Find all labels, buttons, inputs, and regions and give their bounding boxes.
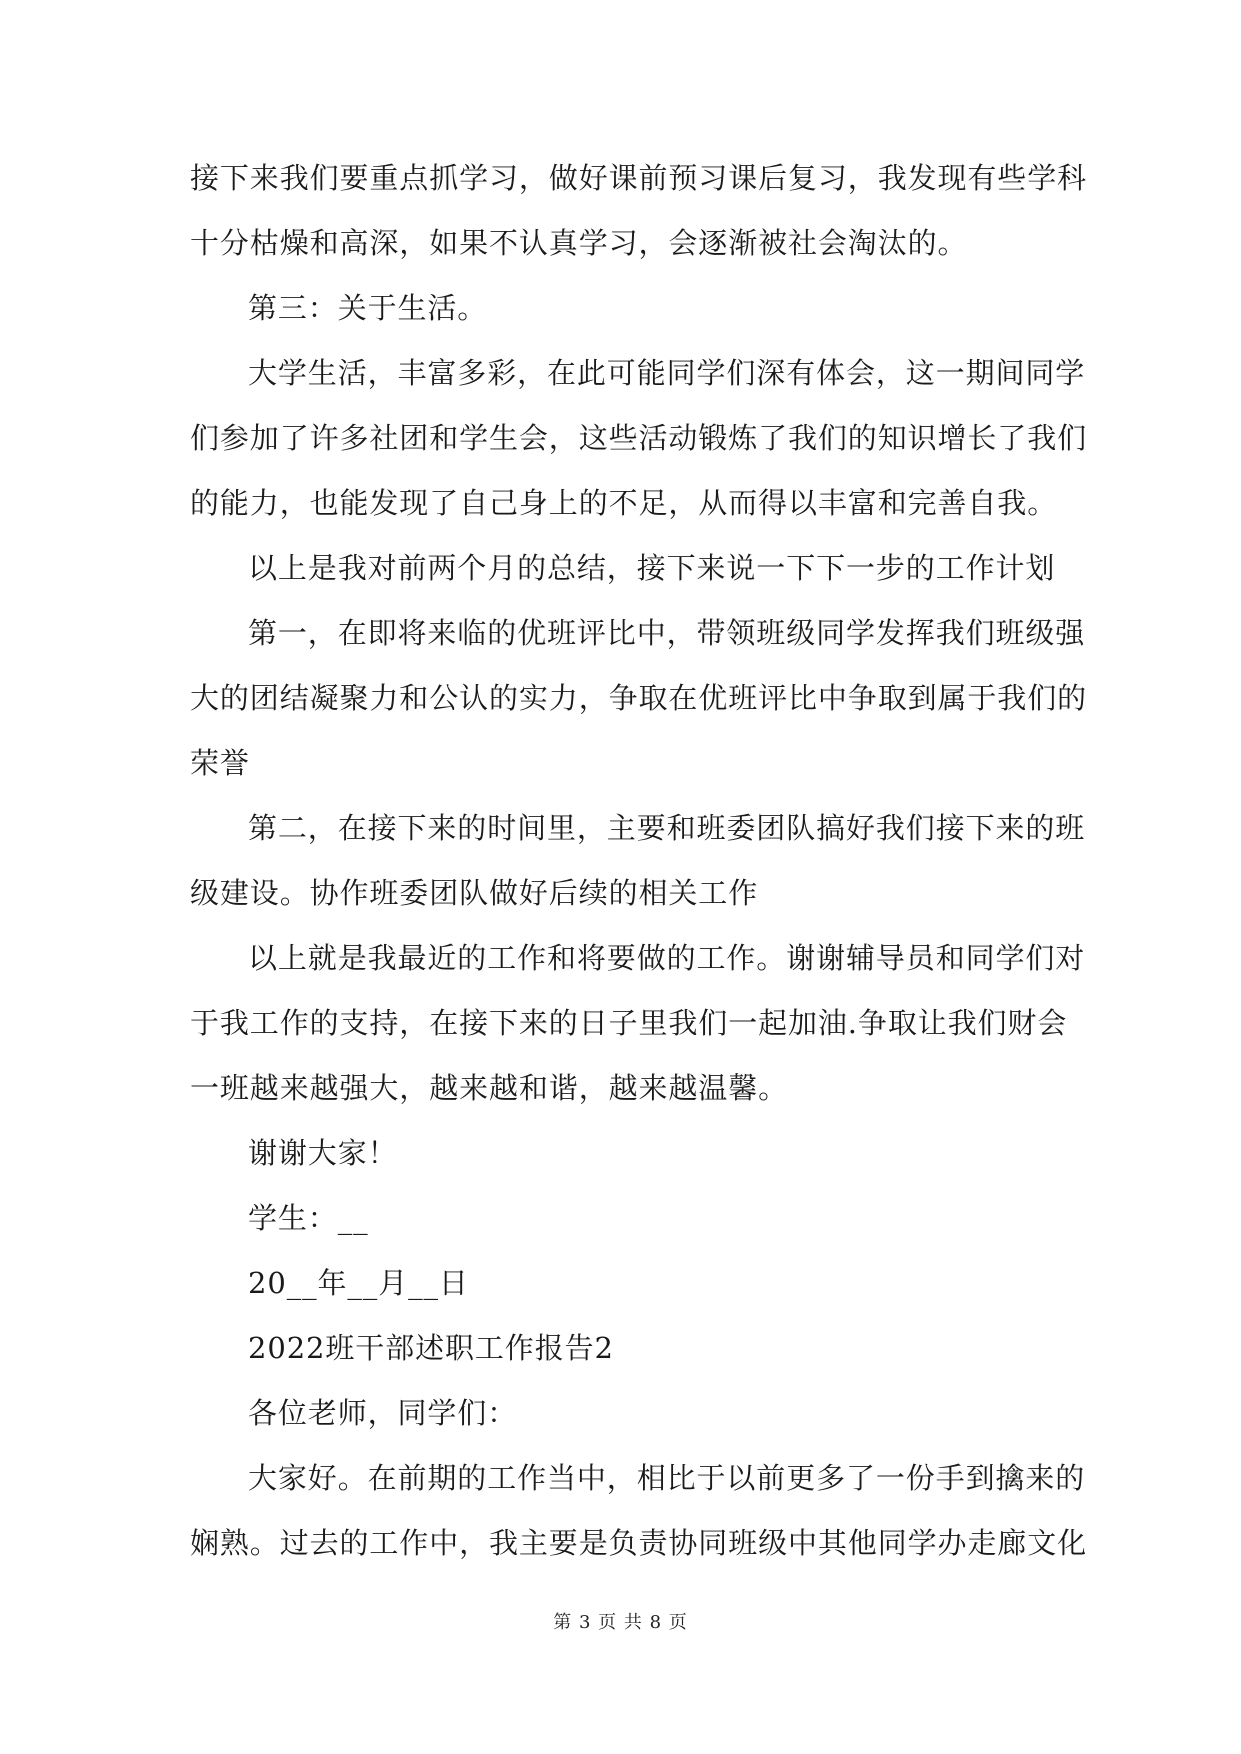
text-line: 以上是我对前两个月的总结，接下来说一下下一步的工作计划	[248, 551, 1056, 585]
text-line: 十分枯燥和高深，如果不认真学习，会逐渐被社会淘汰的。	[190, 226, 968, 260]
text-line: 的能力，也能发现了自己身上的不足，从而得以丰富和完善自我。	[190, 486, 1058, 520]
section-heading: 第三：关于生活。	[248, 291, 488, 325]
text-line: 们参加了许多社团和学生会，这些活动锻炼了我们的知识增长了我们	[190, 421, 1088, 455]
text-line: 第一，在即将来临的优班评比中，带领班级同学发挥我们班级强	[248, 616, 1086, 650]
footer-total-pages: 8	[649, 1612, 663, 1633]
text-line: 于我工作的支持，在接下来的日子里我们一起加油.争取让我们财会	[190, 1006, 1068, 1040]
text-line: 娴熟。过去的工作中，我主要是负责协同班级中其他同学办走廊文化	[190, 1526, 1088, 1560]
document-body	[190, 146, 1088, 1576]
closing-thanks: 谢谢大家！	[248, 1136, 398, 1170]
text-line: 以上就是我最近的工作和将要做的工作。谢谢辅导员和同学们对	[248, 941, 1086, 975]
text-line: 一班越来越强大，越来越和谐，越来越温馨。	[190, 1071, 789, 1105]
footer-page-number: 3	[578, 1612, 592, 1633]
signature-student: 学生：__	[248, 1201, 369, 1235]
footer-middle: 页 共	[598, 1612, 643, 1633]
text-line: 大的团结凝聚力和公认的实力，争取在优班评比中争取到属于我们的	[190, 681, 1088, 715]
text-line: 接下来我们要重点抓学习，做好课前预习课后复习，我发现有些学科	[190, 161, 1088, 195]
text-line: 大学生活，丰富多彩，在此可能同学们深有体会，这一期间同学	[248, 356, 1086, 390]
text-line: 大家好。在前期的工作当中，相比于以前更多了一份手到擒来的	[248, 1461, 1086, 1495]
footer-prefix: 第	[553, 1612, 573, 1633]
text-line: 第二，在接下来的时间里，主要和班委团队搞好我们接下来的班	[248, 811, 1086, 845]
report-title: 2022班干部述职工作报告2	[248, 1331, 614, 1365]
footer-suffix: 页	[668, 1612, 688, 1633]
text-line: 级建设。协作班委团队做好后续的相关工作	[190, 876, 759, 910]
page-footer	[0, 1608, 1241, 1634]
signature-date: 20__年__月__日	[248, 1266, 469, 1300]
salutation: 各位老师，同学们：	[248, 1396, 518, 1430]
text-line: 荣誉	[190, 746, 250, 780]
